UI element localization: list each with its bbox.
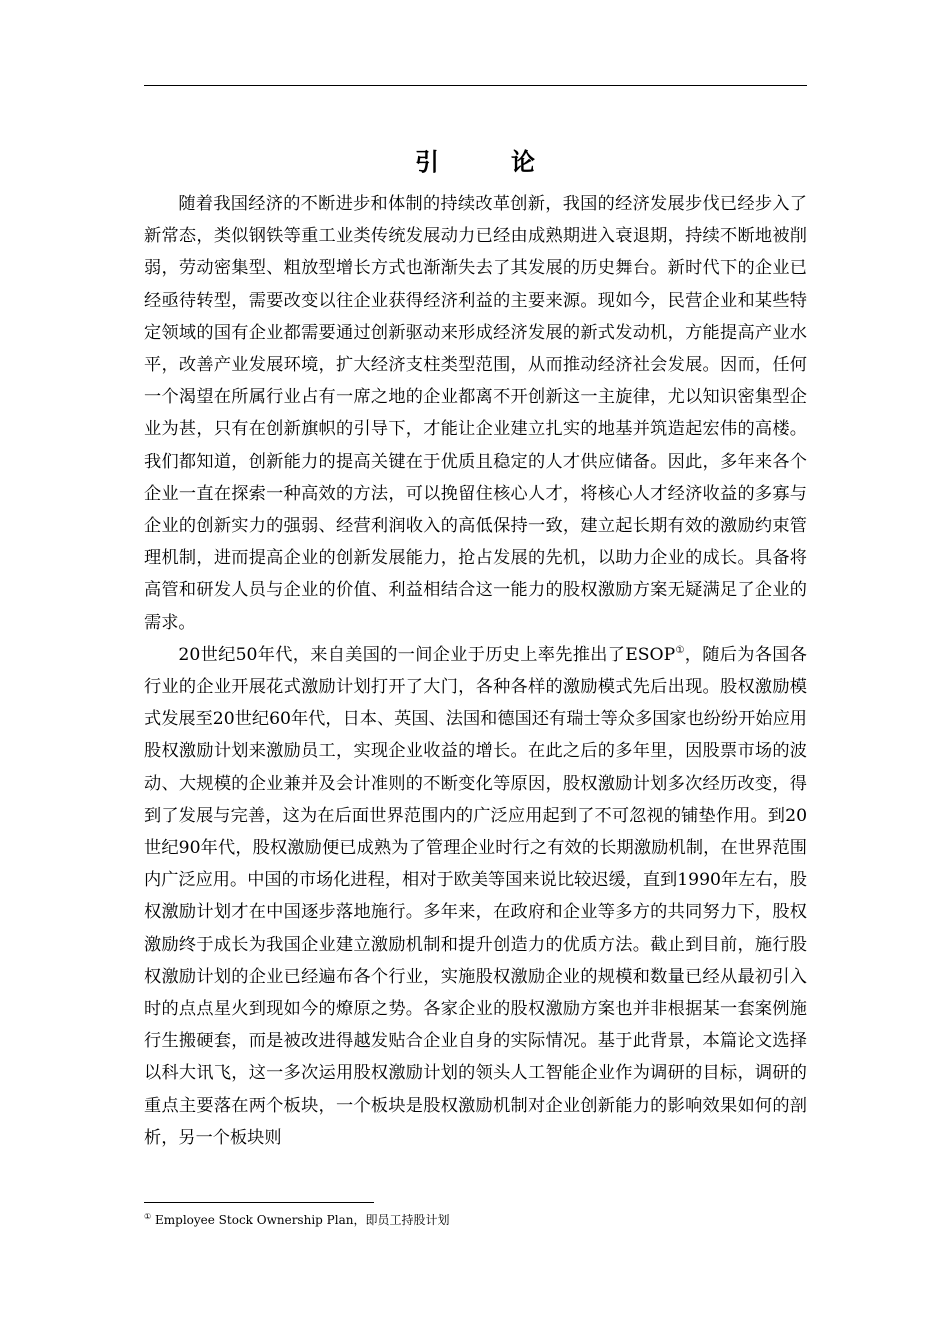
paragraph-2-before: 20世纪50年代，来自美国的一间企业于历史上率先推出了ESOP (178, 644, 676, 665)
footnote-mark: ① (144, 1212, 152, 1221)
paragraph-1: 随着我国经济的不断进步和体制的持续改革创新，我国的经济发展步伐已经步入了新常态，类似钢铁等重工业类传统发展动力已经由成熟期进入衰退期，持续不断地被削弱，劳动密集型、粗放型增长方式也渐渐失去了其发展的历史舞台。新时代下的企业已经亟待转型，需要改变以往企业获得经济利益的主要来源。现如今，民营企业和某些特定领域的国有企业都需要通过创新驱动来形成经济发展的新式发动机，方能提高产业水平，改善产业发展环境，扩大经济支柱类型范围，从而推动经济社会发展。因而，任何一个渴望在所属行业占有一席之地的企业都离不开创新这一主旋律，尤以知识密集型企业为甚，只有在创新旗帜的引导下，才能让企业建立扎实的地基并筑造起宏伟的高楼。我们都知道，创新能力的提高关键在于优质且稳定的人才供应储备。因此，多年来各个企业一直在探索一种高效的方法，可以挽留住核心人才，将核心人才经济收益的多寡与企业的创新实力的强弱、经营利润收入的高低保持一致，建立起长期有效的激励约束管理机制，进而提高企业的创新发展能力，抢占发展的先机，以助力企业的成长。具备将高管和研发人员与企业的价值、利益相结合这一能力的股权激励方案无疑满足了企业的需求。 (144, 194, 807, 633)
footnote (144, 1210, 807, 1230)
paragraph-2-after: ，随后为各国各行业的企业开展花式激励计划打开了大门，各种各样的激励模式先后出现。股权激励模式发展至20世纪60年代，日本、英国、法国和德国还有瑞士等众多国家也纷纷开始应用股权激励计划来激励员工，实现企业收益的增长。在此之后的多年里，因股票市场的波动、大规模的企业兼并及会计准则的不断变化等原因，股权激励计划多次经历改变，得到了发展与完善，这为在后面世界范围内的广泛应用起到了不可忽视的铺垫作用。到20世纪90年代，股权激励便已成熟为了管理企业时行之有效的长期激励机制，在世界范围内广泛应用。中国的市场化进程，相对于欧美等国来说比较迟缓，直到1990年左右，股权激励计划才在中国逐步落地施行。多年来，在政府和企业等多方的共同努力下，股权激励终于成长为我国企业建立激励机制和提升创造力的优质方法。截止到目前，施行股权激励计划的企业已经遍布各个行业，实施股权激励企业的规模和数量已经从最初引入时的点点星火到现如今的燎原之势。各家企业的股权激励方案也并非根据某一套案例施行生搬硬套，而是被改进得越发贴合企业自身的实际情况。基于此背景，本篇论文选择以科大讯飞，这一多次运用股权激励计划的领头人工智能企业作为调研的目标，调研的重点主要落在两个板块，一个板块是股权激励机制对企业创新能力的影响效果如何的剖析，另一个板块则 (144, 644, 807, 1148)
paragraph-2 (144, 639, 807, 1154)
body-text (144, 188, 807, 1154)
footnote-text: Employee Stock Ownership Plan，即员工持股计划 (155, 1213, 450, 1227)
footnote-rule (144, 1202, 374, 1203)
header-rule (144, 85, 807, 86)
section-title: 引 论 (415, 148, 559, 176)
footnote-reference[interactable]: ① (675, 644, 685, 656)
